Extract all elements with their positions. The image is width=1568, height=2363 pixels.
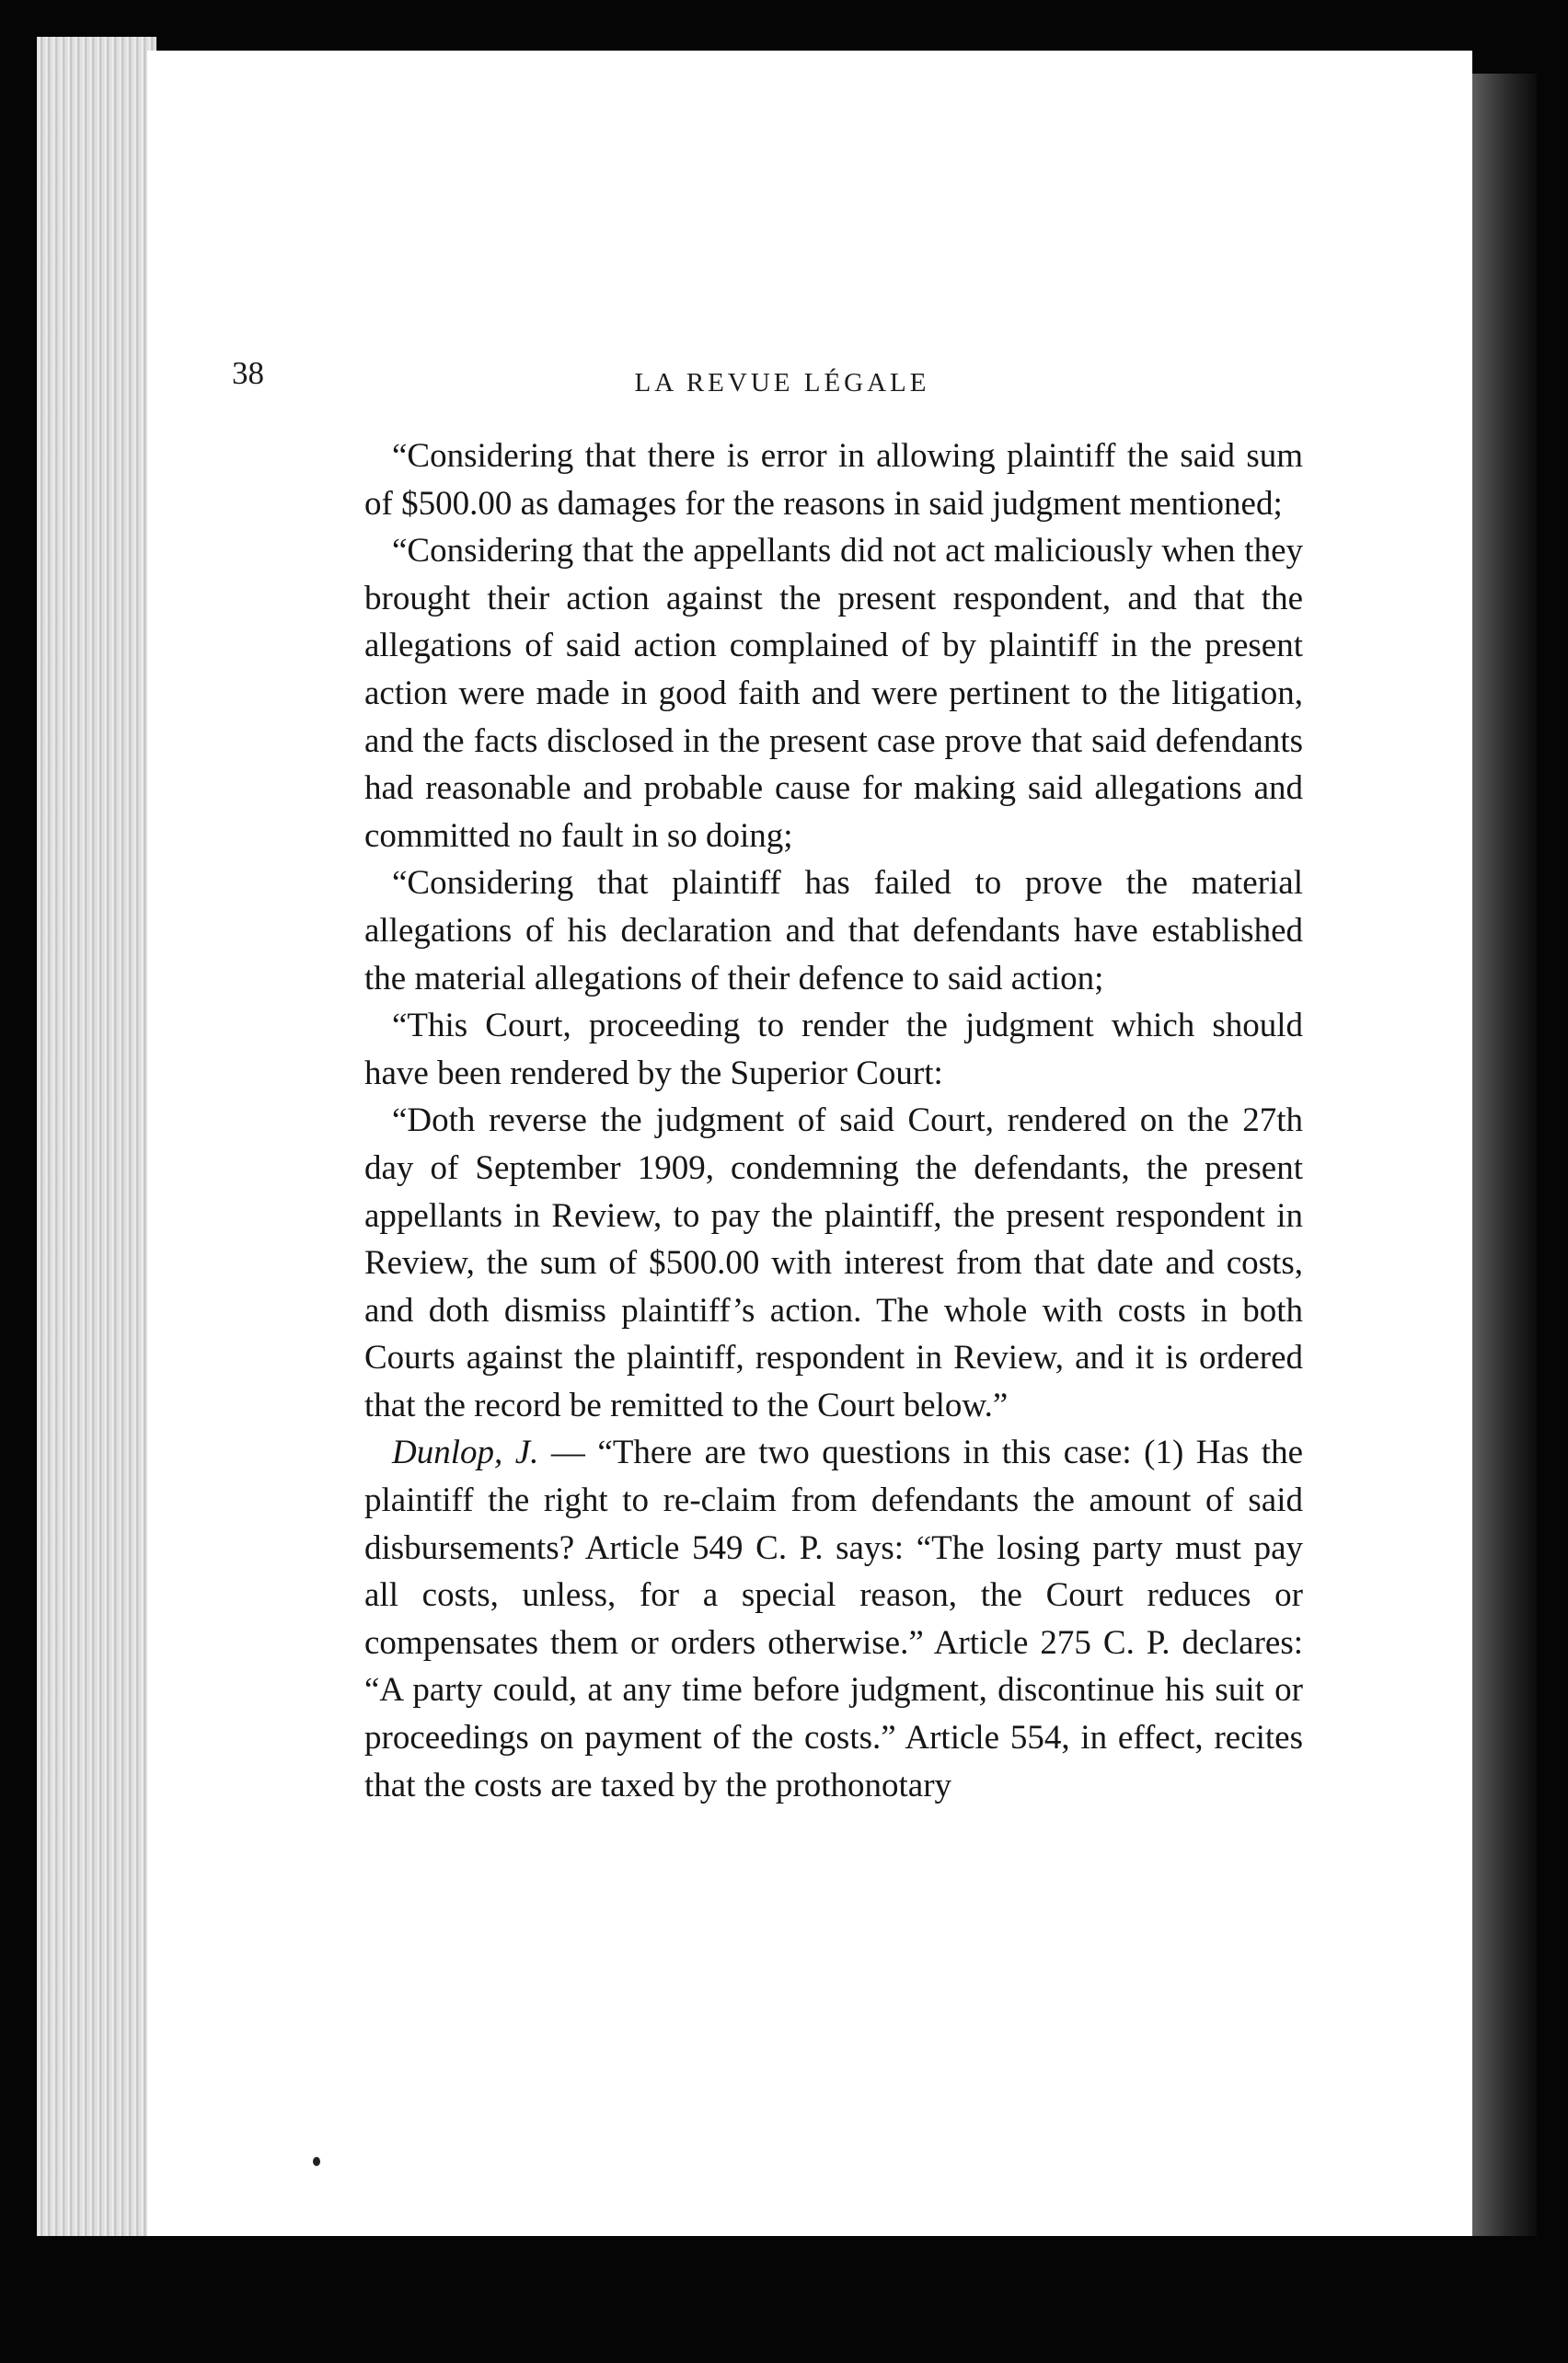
- opinion-separator: —: [538, 1434, 598, 1472]
- paragraph-court-proceeding: “This Court, proceeding to render the judgment which should have been rendered by the Superior Court:: [364, 1007, 1303, 1092]
- paragraph-failed-to-prove: “Considering that plaintiff has failed to prove the material allegations of his declaration and that defendants have established the material allegations of their defence to said action;: [364, 864, 1303, 997]
- paragraph-opinion: [364, 1429, 1303, 1809]
- binding-shadow: [1463, 74, 1537, 2236]
- page-speck: [313, 2157, 320, 2166]
- paragraph-judgment-reversed: “Doth reverse the judgment of said Court, rendered on the 27th day of September 1909, condemning the defendants, the present appellants in Review, to pay the plaintiff, the present respondent in Review, the sum of $500.00 with interest from that date and costs, and doth dismiss plaintiff’s action. The whole with costs in both Courts against the plaintiff, respondent in Review, and it is ordered that the record be remitted to the Court below.”: [364, 1101, 1303, 1424]
- body-text: [364, 432, 1303, 1809]
- paragraph-error-damages: “Considering that there is error in allowing plaintiff the said sum of $500.00 as damages for the reasons in said judgment mentioned;: [364, 437, 1303, 523]
- running-head: LA REVUE LÉGALE: [634, 368, 930, 398]
- paragraph-not-malicious: “Considering that the appellants did not act maliciously when they brought their action against the present respondent, and that the allegations of said action complained of by plaintiff in the present action were made in good faith and were pertinent to the litigation, and the facts disclosed in the present case prove that said defendants had reasonable and probable cause for making said allegations and committed no fault in so doing;: [364, 532, 1303, 855]
- judge-name: Dunlop, J.: [392, 1434, 539, 1472]
- book-page-edges: [37, 37, 156, 2236]
- opinion-text: “There are two questions in this case: (1) Has the plaintiff the right to re-claim from defendants the amount of said disbursements? Article 549 C. P. says: “The losing party must pay all costs, unless, for a special reason, the Court reduces or compensates them or orders otherwise.” Article 275 C. P. declares: “A party could, at any time before judgment, discontinue his suit or proceedings on payment of the costs.” Article 554, in effect, recites that the costs are taxed by the prothonotary: [364, 1434, 1303, 1804]
- page-number: 38: [232, 355, 264, 391]
